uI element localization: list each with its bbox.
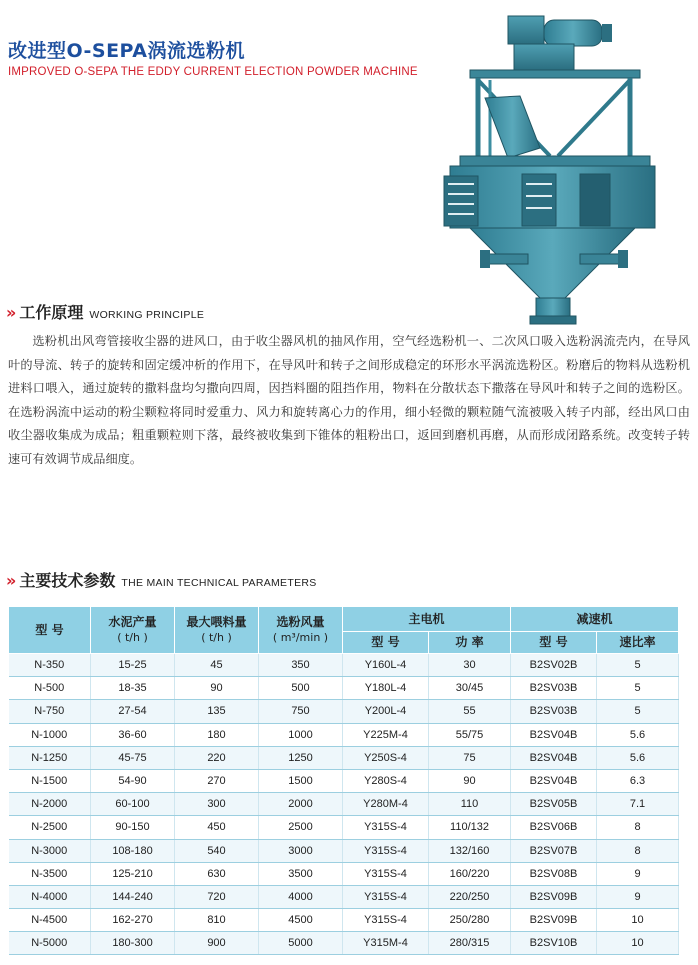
cell-reducer-model: B2SV04B	[511, 746, 597, 769]
cell-model: N-3500	[9, 862, 91, 885]
cell-max-feed: 180	[175, 723, 259, 746]
cell-motor-model: Y315S-4	[343, 862, 429, 885]
working-principle-title-cn: 工作原理	[19, 303, 84, 322]
cell-cement-output: 27-54	[91, 700, 175, 723]
cell-cement-output: 144-240	[91, 885, 175, 908]
cell-motor-power: 160/220	[429, 862, 511, 885]
cell-reducer-ratio: 6.3	[597, 769, 679, 792]
cell-max-feed: 900	[175, 932, 259, 955]
cell-cement-output: 108-180	[91, 839, 175, 862]
cell-air-volume: 1500	[259, 769, 343, 792]
cell-reducer-ratio: 5	[597, 677, 679, 700]
cell-air-volume: 350	[259, 654, 343, 677]
cell-reducer-ratio: 5	[597, 700, 679, 723]
table-row	[9, 769, 679, 792]
table-row	[9, 932, 679, 955]
parameters-heading	[6, 568, 317, 591]
cell-motor-model: Y280M-4	[343, 793, 429, 816]
cell-reducer-model: B2SV04B	[511, 769, 597, 792]
cell-cement-output: 36-60	[91, 723, 175, 746]
cell-model: N-1500	[9, 769, 91, 792]
cell-motor-power: 30	[429, 654, 511, 677]
cell-max-feed: 90	[175, 677, 259, 700]
cell-cement-output: 15-25	[91, 654, 175, 677]
cell-air-volume: 500	[259, 677, 343, 700]
parameters-title-cn: 主要技术参数	[19, 571, 116, 590]
table-row	[9, 862, 679, 885]
cell-motor-power: 132/160	[429, 839, 511, 862]
table-row	[9, 885, 679, 908]
cell-motor-power: 280/315	[429, 932, 511, 955]
cell-model: N-4500	[9, 909, 91, 932]
cell-air-volume: 3000	[259, 839, 343, 862]
cell-motor-model: Y160L-4	[343, 654, 429, 677]
cell-air-volume: 4500	[259, 909, 343, 932]
cell-reducer-model: B2SV10B	[511, 932, 597, 955]
cell-motor-model: Y315S-4	[343, 909, 429, 932]
cell-cement-output: 18-35	[91, 677, 175, 700]
cell-air-volume: 2500	[259, 816, 343, 839]
working-principle-title-en: WORKING PRINCIPLE	[89, 309, 205, 321]
cell-max-feed: 810	[175, 909, 259, 932]
parameters-table-body	[9, 654, 679, 955]
page-title: 改进型O-SEPA涡流选粉机	[8, 40, 245, 62]
cell-reducer-ratio: 5	[597, 654, 679, 677]
page-subtitle: IMPROVED O-SEPA THE EDDY CURRENT ELECTION POWDER MACHINE	[8, 66, 418, 78]
cell-model: N-2000	[9, 793, 91, 816]
working-principle-text: 选粉机出风弯管接收尘器的进风口，由于收尘器风机的抽风作用，空气经选粉机一、二次风口吸入选粉涡流壳内，在导风叶的导流、转子的旋转和固定缓冲析的作用下，在导风叶和转子之间形成稳定的环形水平涡流选粉区。粉磨后的物料从选粉机进料口喂入，通过旋转的撒料盘均匀撒向四周，因挡料圈的阻挡作用，物料在分散状态下撒落在导风叶和转子之间的选粉区。在选粉涡流中运动的粉尘颗粒将同时爱重力、风力和旋转离心力的作用，细小轻微的颗粒随气流被吸入转子内部，经出风口由收尘器收集成为成品；粗重颗粒则下落，最终被收集到下锥体的粗粉出口，返回到磨机再磨，从而形成闭路系统。改变转子转速可有效调节成品细度。	[8, 334, 690, 466]
cell-model: N-750	[9, 700, 91, 723]
table-row	[9, 909, 679, 932]
cell-cement-output: 45-75	[91, 746, 175, 769]
table-row	[9, 746, 679, 769]
cell-reducer-model: B2SV09B	[511, 885, 597, 908]
cell-max-feed: 720	[175, 885, 259, 908]
cell-reducer-model: B2SV06B	[511, 816, 597, 839]
cell-model: N-5000	[9, 932, 91, 955]
header-reducer: 减速机	[511, 607, 679, 632]
cell-air-volume: 1000	[259, 723, 343, 746]
table-row	[9, 839, 679, 862]
cell-air-volume: 1250	[259, 746, 343, 769]
cell-air-volume: 750	[259, 700, 343, 723]
cell-reducer-model: B2SV03B	[511, 700, 597, 723]
cell-reducer-model: B2SV04B	[511, 723, 597, 746]
cell-air-volume: 2000	[259, 793, 343, 816]
table-row	[9, 816, 679, 839]
header-motor-power: 功 率	[429, 632, 511, 654]
header-max-feed: 最大喂料量 ( t/h )	[175, 607, 259, 654]
header-air-volume: 选粉风量 ( m³/min )	[259, 607, 343, 654]
cell-model: N-2500	[9, 816, 91, 839]
cell-motor-model: Y200L-4	[343, 700, 429, 723]
cell-reducer-ratio: 9	[597, 885, 679, 908]
cell-cement-output: 162-270	[91, 909, 175, 932]
header-reducer-ratio: 速比率	[597, 632, 679, 654]
cell-cement-output: 180-300	[91, 932, 175, 955]
cell-motor-model: Y180L-4	[343, 677, 429, 700]
parameters-table	[8, 606, 679, 955]
parameters-title-en: THE MAIN TECHNICAL PARAMETERS	[121, 577, 317, 589]
table-row	[9, 654, 679, 677]
cell-motor-power: 75	[429, 746, 511, 769]
cell-air-volume: 4000	[259, 885, 343, 908]
cell-reducer-ratio: 8	[597, 816, 679, 839]
cell-motor-power: 55	[429, 700, 511, 723]
cell-motor-power: 110/132	[429, 816, 511, 839]
cell-reducer-ratio: 5.6	[597, 746, 679, 769]
cell-cement-output: 54-90	[91, 769, 175, 792]
cell-model: N-3000	[9, 839, 91, 862]
cell-motor-power: 220/250	[429, 885, 511, 908]
cell-cement-output: 125-210	[91, 862, 175, 885]
cell-max-feed: 45	[175, 654, 259, 677]
cell-model: N-4000	[9, 885, 91, 908]
cell-model: N-350	[9, 654, 91, 677]
working-principle-heading	[6, 300, 204, 323]
cell-max-feed: 450	[175, 816, 259, 839]
cell-air-volume: 3500	[259, 862, 343, 885]
cell-reducer-ratio: 10	[597, 932, 679, 955]
cell-max-feed: 270	[175, 769, 259, 792]
cell-max-feed: 540	[175, 839, 259, 862]
cell-model: N-1000	[9, 723, 91, 746]
table-row	[9, 723, 679, 746]
header-model: 型 号	[9, 607, 91, 654]
cell-reducer-ratio: 9	[597, 862, 679, 885]
cell-reducer-ratio: 5.6	[597, 723, 679, 746]
cell-reducer-model: B2SV03B	[511, 677, 597, 700]
cell-reducer-ratio: 8	[597, 839, 679, 862]
cell-max-feed: 300	[175, 793, 259, 816]
header-motor-model: 型 号	[343, 632, 429, 654]
cell-reducer-model: B2SV08B	[511, 862, 597, 885]
separator-machine-illustration	[430, 8, 670, 328]
cell-motor-model: Y315M-4	[343, 932, 429, 955]
cell-model: N-1250	[9, 746, 91, 769]
cell-reducer-model: B2SV02B	[511, 654, 597, 677]
cell-motor-model: Y315S-4	[343, 816, 429, 839]
cell-reducer-model: B2SV09B	[511, 909, 597, 932]
cell-motor-power: 250/280	[429, 909, 511, 932]
cell-reducer-ratio: 10	[597, 909, 679, 932]
cell-motor-power: 90	[429, 769, 511, 792]
table-row	[9, 793, 679, 816]
cell-reducer-ratio: 7.1	[597, 793, 679, 816]
cell-air-volume: 5000	[259, 932, 343, 955]
cell-motor-power: 110	[429, 793, 511, 816]
cell-model: N-500	[9, 677, 91, 700]
header-main-motor: 主电机	[343, 607, 511, 632]
cell-cement-output: 60-100	[91, 793, 175, 816]
table-row	[9, 700, 679, 723]
cell-motor-model: Y280S-4	[343, 769, 429, 792]
cell-max-feed: 135	[175, 700, 259, 723]
header-reducer-model: 型 号	[511, 632, 597, 654]
header-cement-output: 水泥产量 ( t/h )	[91, 607, 175, 654]
double-chevron-icon: »	[6, 303, 17, 322]
cell-motor-model: Y225M-4	[343, 723, 429, 746]
cell-max-feed: 220	[175, 746, 259, 769]
table-row	[9, 677, 679, 700]
cell-motor-model: Y315S-4	[343, 885, 429, 908]
cell-motor-power: 30/45	[429, 677, 511, 700]
cell-motor-model: Y250S-4	[343, 746, 429, 769]
cell-cement-output: 90-150	[91, 816, 175, 839]
cell-motor-power: 55/75	[429, 723, 511, 746]
cell-reducer-model: B2SV07B	[511, 839, 597, 862]
cell-motor-model: Y315S-4	[343, 839, 429, 862]
cell-reducer-model: B2SV05B	[511, 793, 597, 816]
double-chevron-icon: »	[6, 571, 17, 590]
cell-max-feed: 630	[175, 862, 259, 885]
